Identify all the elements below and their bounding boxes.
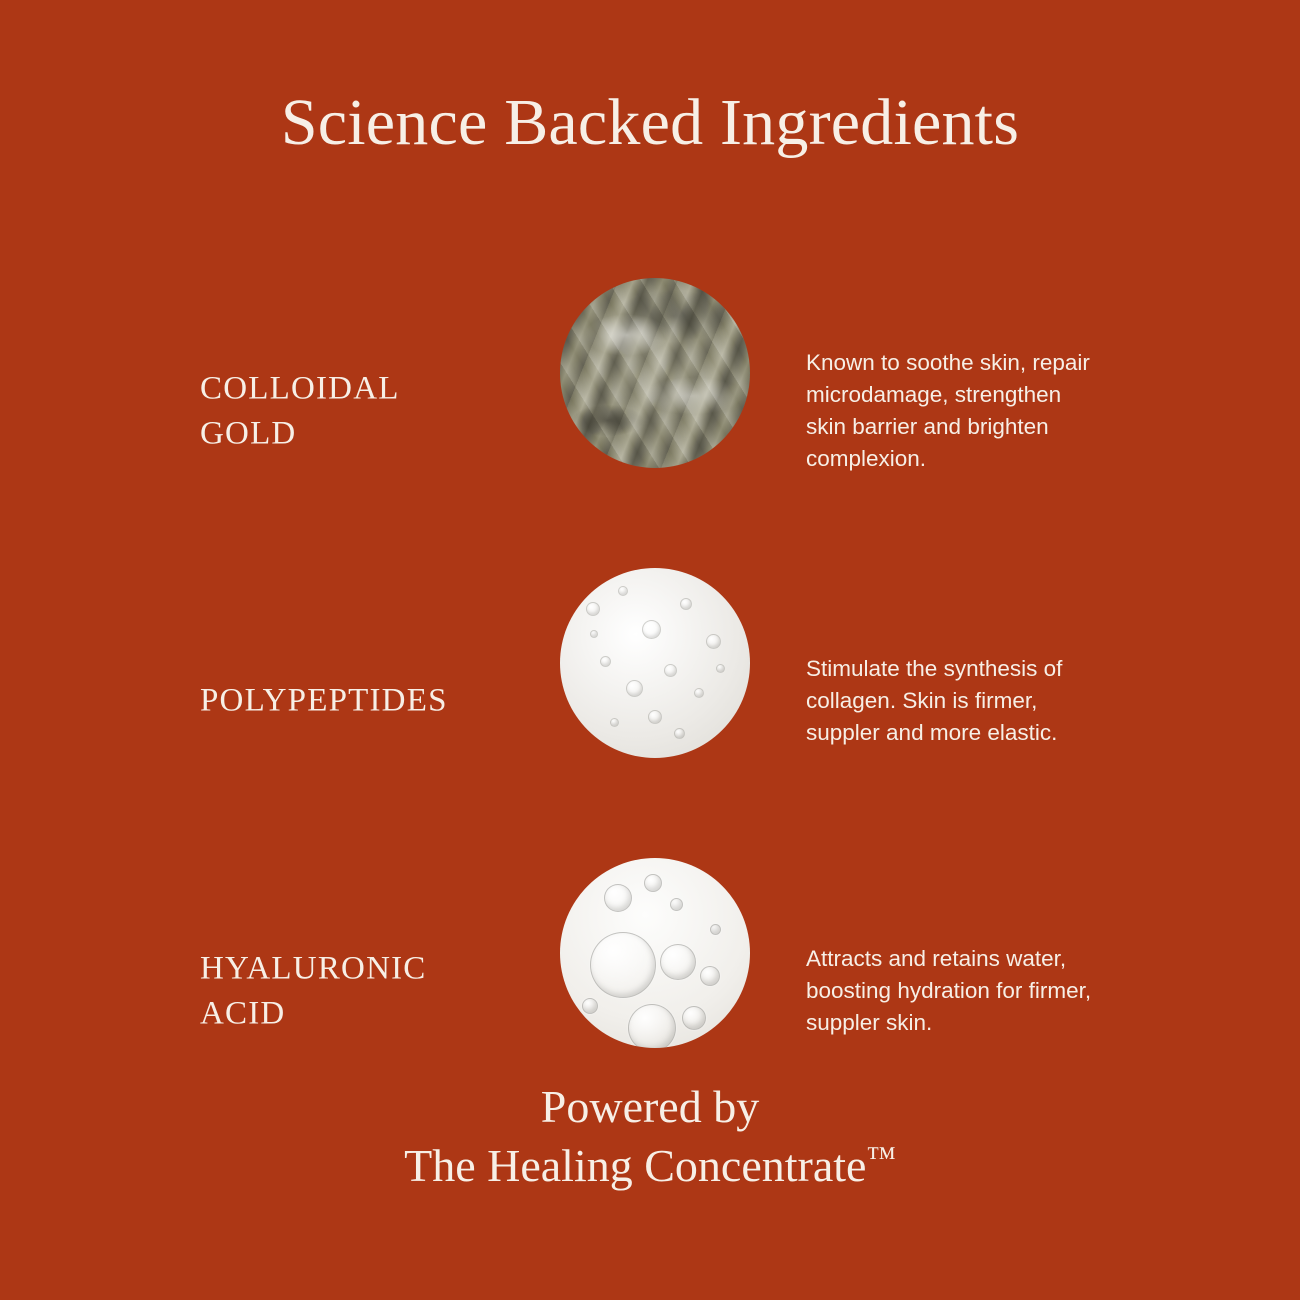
- ingredient-name-line2: GOLD: [200, 415, 297, 451]
- metallic-gold-swirl-swatch: [560, 278, 750, 468]
- footer-product-name: The Healing Concentrate: [404, 1139, 867, 1191]
- footer-brandmark: [0, 1078, 1300, 1196]
- ingredient-name: [200, 366, 560, 455]
- footer-line1: Powered by: [540, 1081, 760, 1132]
- ingredient-description: Known to soothe skin, repair microdamage, strengthen skin barrier and brighten complexion.: [806, 350, 1090, 471]
- list-item: [0, 556, 1300, 846]
- ingredient-name-line1: POLYPEPTIDES: [200, 682, 448, 719]
- ingredient-name-line1: COLLOIDAL: [200, 370, 400, 407]
- clear-gel-bubbles-swatch: [560, 568, 750, 758]
- ingredient-name-line2: ACID: [200, 995, 286, 1031]
- ingredient-name: [200, 946, 560, 1035]
- page-title: Science Backed Ingredients: [280, 86, 1020, 159]
- ingredient-description: Attracts and retains water, boosting hydration for firmer, suppler skin.: [806, 946, 1092, 1035]
- ingredient-name-line1: HYALURONIC: [200, 950, 427, 987]
- list-item: [0, 266, 1300, 556]
- ingredient-list: [0, 266, 1300, 1136]
- footer-line2: [0, 1137, 1300, 1196]
- water-bubbles-swatch: [560, 858, 750, 1048]
- ingredient-description: Stimulate the synthesis of collagen. Skin is firmer, suppler and more elastic.: [806, 656, 1063, 745]
- trademark-symbol: ™: [866, 1140, 896, 1174]
- ingredient-name: [200, 679, 560, 724]
